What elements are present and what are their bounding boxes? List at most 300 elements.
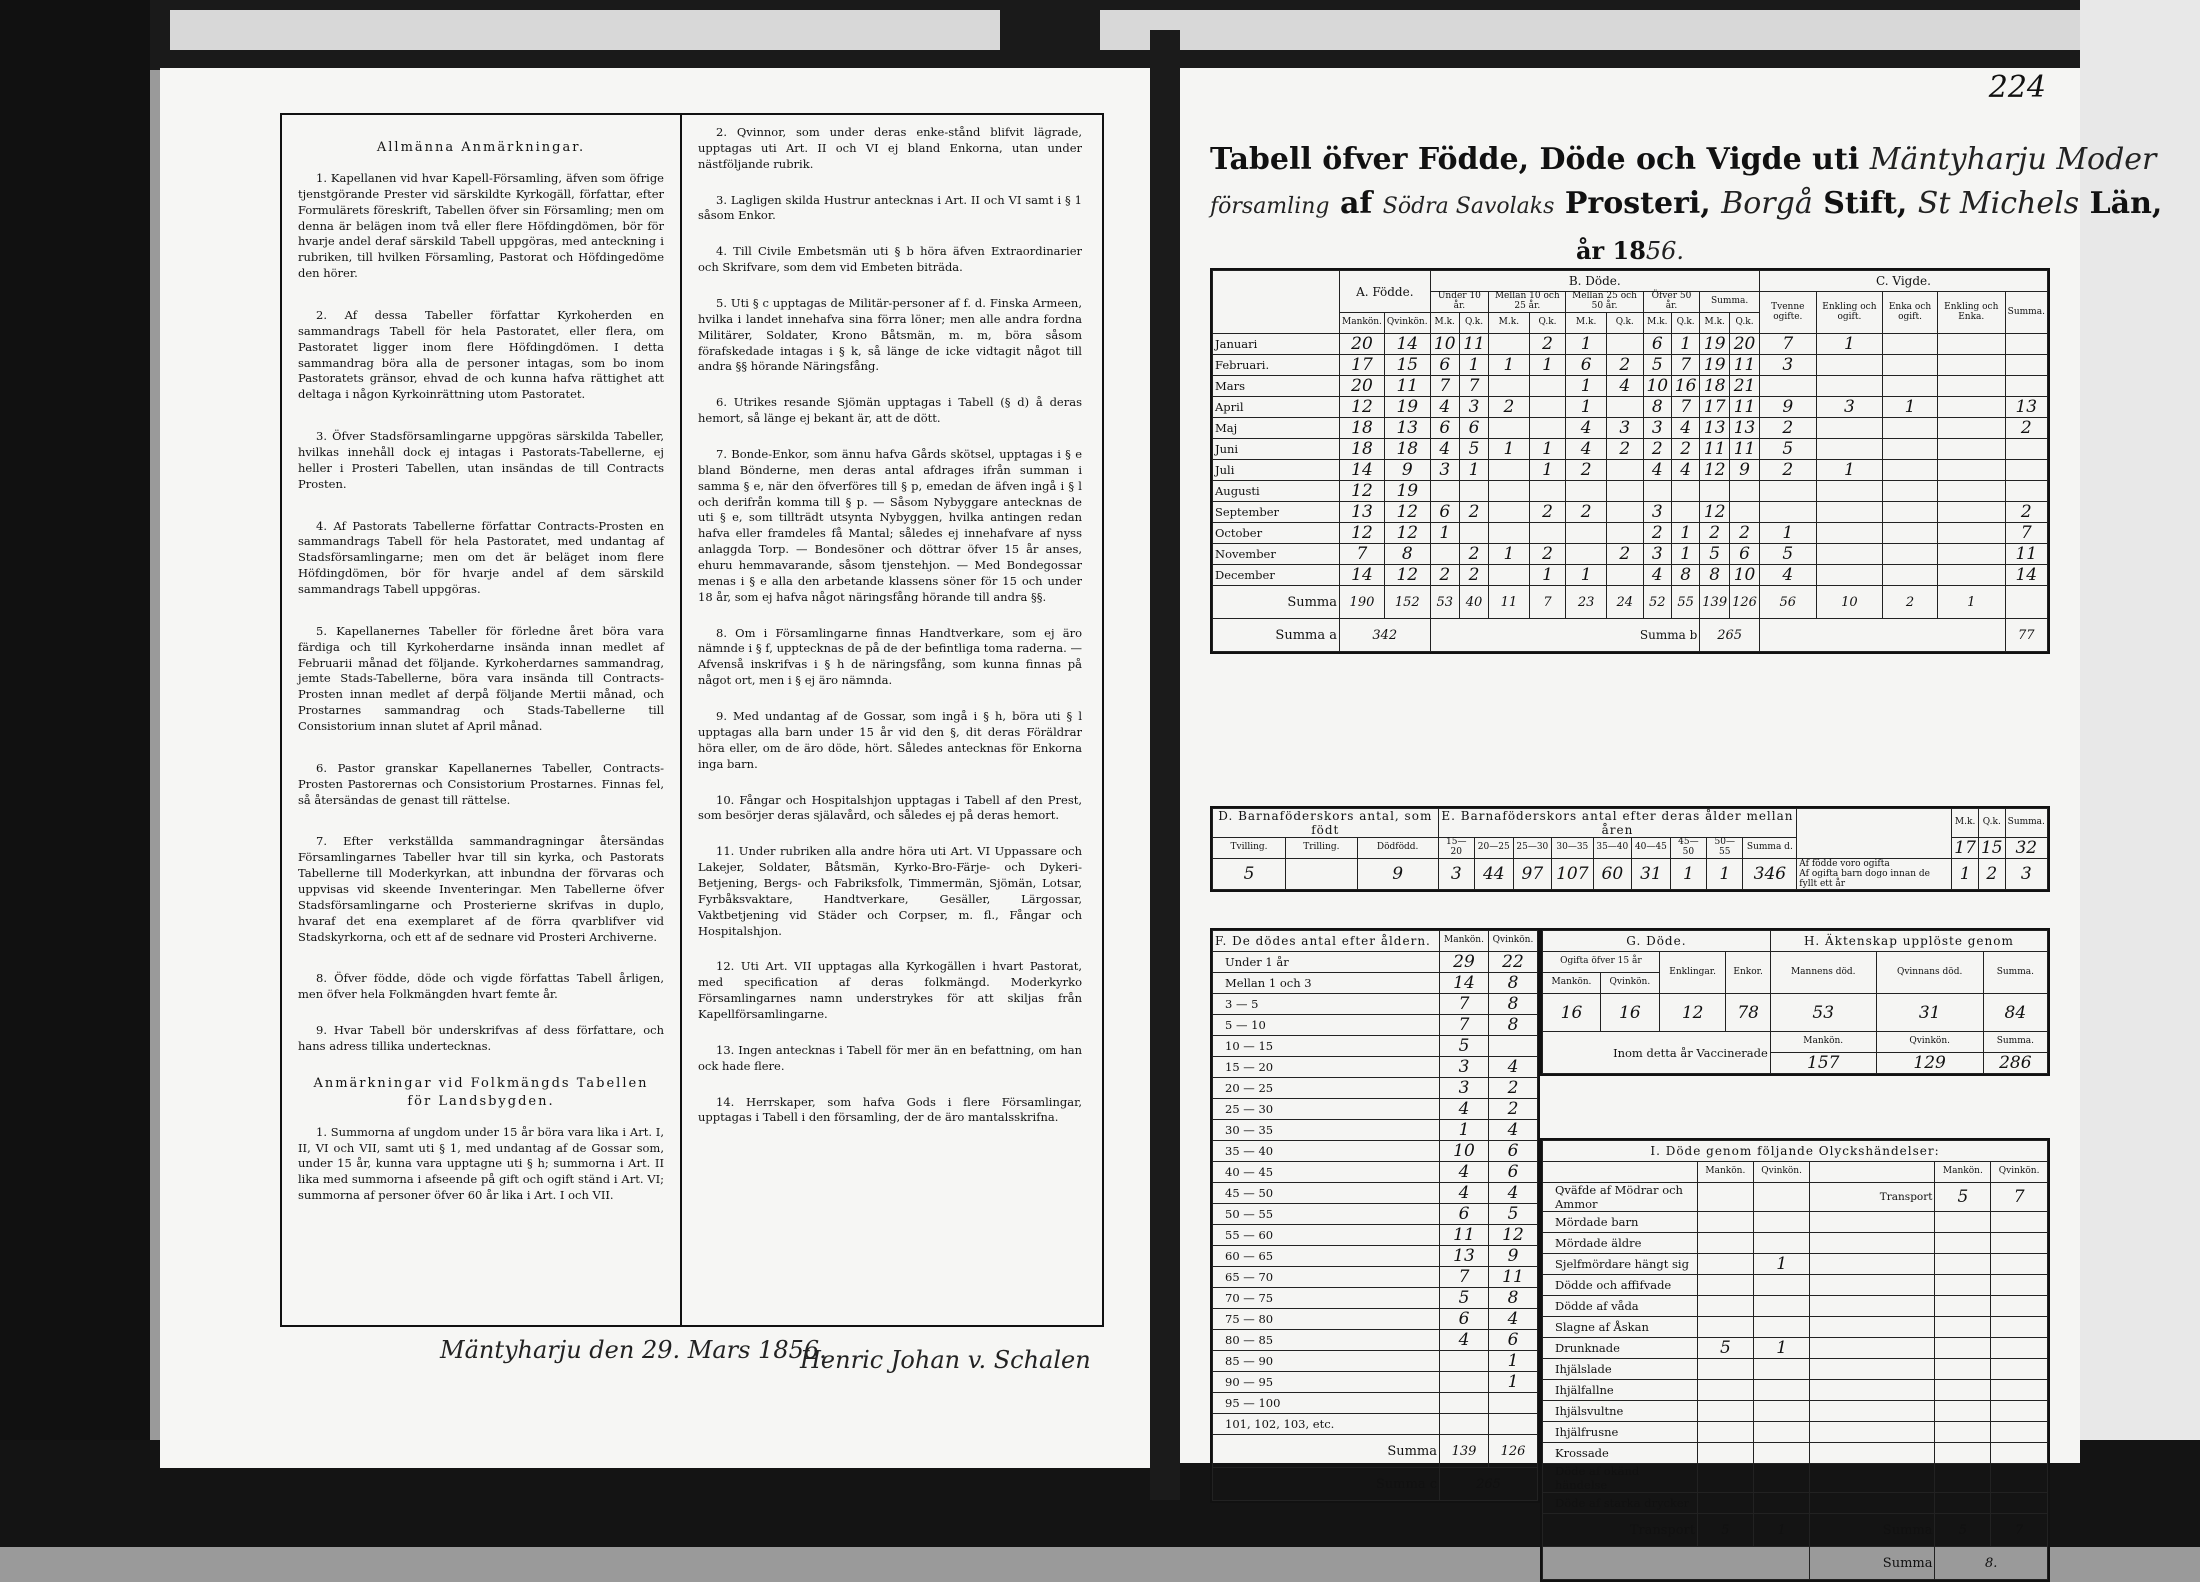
blank-cell [1991,1254,2048,1275]
cell [1753,1380,1810,1401]
remark: 6. Utrikes resande Sjömän upptagas i Tabell (§ d) å deras hemort, så länge ej bekant är, att de dött. [698,395,1082,426]
age-row [1213,1015,1538,1036]
cell: 17 [1340,355,1385,376]
cell: 8 [1489,1288,1538,1309]
header-deaths-age: Öfver 50 år. [1643,292,1700,313]
cell: 2 [1978,859,2005,890]
cell [1489,1036,1538,1057]
blank-cell [1810,1317,1935,1338]
cell [1883,523,1938,544]
header-female: Qvinkön. [1876,1032,1983,1053]
age-row [1213,1162,1538,1183]
accident-row [1543,1443,2048,1464]
cell [1816,376,1882,397]
cell [1730,481,1760,502]
cell: 14 [1440,973,1489,994]
cell: 6 [1430,418,1459,439]
accident-label: Sjelfmördare hängt sig [1543,1254,1698,1275]
cell [1700,481,1730,502]
cell [1489,334,1529,355]
cell: 1 [1529,355,1566,376]
remark: 8. Om i Församlingarne finnas Handtverkare, som ej äro nämnde i § f, upptecknas de på de der befintliga toma raderna. — Afvenså inskrifvas i § h de näringsfång, som kunna finnas på något ort, men i § ej äro nämnda. [698,625,1082,688]
accident-row [1543,1493,2048,1514]
cell: 7 [1671,397,1699,418]
header-marriage-type: Tvenne ogifte. [1759,292,1816,334]
cell: 1 [1707,859,1743,890]
cell: 1 [1459,355,1488,376]
cell [1698,1401,1754,1422]
cell: 4 [1671,418,1699,439]
cell: 11 [1440,1225,1489,1246]
summa-a-value: 342 [1340,619,1431,652]
blank-cell [1991,1380,2048,1401]
accident-row [1543,1296,2048,1317]
cell [1937,565,2005,586]
cell: 29 [1440,952,1489,973]
cell: 1 [1671,544,1699,565]
cell [1606,502,1643,523]
cell [1698,1464,1754,1493]
cell: 1 [1489,1372,1538,1393]
cell: 139 [1700,586,1730,619]
cell [1489,460,1529,481]
cell: 1 [1489,439,1529,460]
cell [1937,544,2005,565]
accident-row [1543,1275,2048,1296]
cell: 2 [1700,523,1730,544]
row1-label: Af födde voro ogifta [1799,859,1890,869]
cell: 1 [1670,859,1706,890]
cell: 1 [1489,544,1529,565]
summa-label: Summa [1213,586,1340,619]
age-row [1213,1267,1538,1288]
blank-cell [1759,619,2005,652]
cell [1759,481,1816,502]
cell: 3 [1459,397,1488,418]
summa-label: Summa [1810,1514,1935,1547]
cell: 4 [1606,376,1643,397]
age-label: 40 — 45 [1213,1162,1440,1183]
cell: 4 [1440,1099,1489,1120]
title-print: Län, [2089,186,2163,221]
accidents-table [1540,1138,2050,1582]
month-row [1213,523,2048,544]
header-age-range: 35—40 [1593,838,1632,859]
corner-cell [1213,271,1340,334]
remark: 2. Qvinnor, som under deras enke-stånd blifvit lägrade, upptagas uti Art. II och VI ej bland Enkorna, utan under nästföljande rubrik. [698,125,1082,171]
header-male: Mankön. [1770,1032,1876,1053]
cell: 14 [1340,460,1385,481]
section-f-title: F. De dödes antal efter åldern. [1213,931,1440,952]
remark: 5. Uti § c upptagas de Militär-personer af f. d. Finska Armeen, hvilka i landet innehafva sina förra löner; men alle andra fordna Militärer, Soldater, Krono Båtsmän, m. m, böra såsom förafskedade intagas i § k, så länge de icke vidtagit något till andra §§ hörande Näringsfång. [698,296,1082,374]
cell: 3 [1440,1057,1489,1078]
age-label: 70 — 75 [1213,1288,1440,1309]
cell: 19 [1384,481,1430,502]
cell: 126 [1489,1435,1538,1468]
cell [1459,523,1488,544]
cell: 2 [1489,1099,1538,1120]
cell: 346 [1743,859,1797,890]
month-label: April [1213,397,1340,418]
cell: 6 [1566,355,1606,376]
header-widowers: Enklingar. [1659,952,1726,994]
accident-label: Mördade äldre [1543,1233,1698,1254]
age-label: Mellan 1 och 3 [1213,973,1440,994]
summa-c-row [1213,1468,1538,1501]
summa-c-value: 265 [1440,1468,1538,1501]
cell [1698,1233,1754,1254]
cell [1883,334,1938,355]
cell: 2 [1643,439,1671,460]
blank-cell [1935,1443,1991,1464]
remark: 4. Till Civile Embetsmän uti § b höra äfven Extraordinarier och Skrifvare, som dem vid Embeten biträda. [698,244,1082,275]
blank-cell [1935,1422,1991,1443]
month-rows [1213,334,2048,586]
cell: 16 [1600,994,1659,1032]
cell: 2 [1529,334,1566,355]
accident-label: Döde af okänd händelse [1543,1464,1698,1493]
month-label: Mars [1213,376,1340,397]
blank-cell [1810,1275,1935,1296]
cell [1753,1275,1810,1296]
cell: 1 [1430,523,1459,544]
blank-cell [1991,1317,2048,1338]
month-label: December [1213,565,1340,586]
remark: 1. Kapellanen vid hvar Kapell-Församling, äfven som öfrige tjenstgörande Prester vid särskildte Kyrkogäll, författar, efter Formulärets föreskrift, Tabellen öfver sin Församling; men om denna är belägen inom två eller flere Höfdingdömen, bör för hvarje andel deraf särskild Tabell uppgöras, med anteckning i rubriken, till hvilken Församling, Pastorat och Höfdingedöme den hörer. [298,170,664,281]
cell [1759,502,1816,523]
cell: 8 [1489,994,1538,1015]
cell: 1 [1759,523,1816,544]
cell: 6 [1440,1204,1489,1225]
blank-cell [1991,1359,2048,1380]
cell: 4 [1440,1183,1489,1204]
cell [1937,334,2005,355]
cell [1816,544,1882,565]
header-male: Mankön. [1543,973,1601,994]
cell: 11 [1384,376,1430,397]
cell [1937,481,2005,502]
age-row [1213,1246,1538,1267]
cell: 5 [1698,1514,1754,1547]
cell: 5 [1698,1338,1754,1359]
age-label: 25 — 30 [1213,1099,1440,1120]
cell [1529,481,1566,502]
age-row [1213,1309,1538,1330]
cell: 2 [1606,544,1643,565]
header-births: A. Födde. [1340,271,1431,313]
blank-cell [1543,1547,1810,1580]
month-label: October [1213,523,1340,544]
title-line-2 [1210,182,2163,229]
header-female: Q.k. [1978,809,2005,838]
cell: 10 [1816,586,1882,619]
cell: 7 [1440,1267,1489,1288]
blank-cell [1810,1401,1935,1422]
header-sum: Summa. [2005,809,2047,838]
summa-label: Summa [1213,1435,1440,1468]
month-row [1213,418,2048,439]
cell: 2 [1566,502,1606,523]
month-label: Januari [1213,334,1340,355]
header-sum: Summa. [1983,952,2047,994]
cell: 12 [1700,502,1730,523]
blank-cell [1935,1380,1991,1401]
age-label: 10 — 15 [1213,1036,1440,1057]
province-handwritten: St Michels [1917,186,2080,221]
age-row [1213,1078,1538,1099]
cell: 139 [1440,1435,1489,1468]
cell: 5 [1935,1183,1991,1212]
cell: 4 [1759,565,1816,586]
header-deaths-age: Mellan 10 och 25 år. [1489,292,1566,313]
title-line-1 [1210,138,2157,182]
cell: 9 [1489,1246,1538,1267]
cell: 2 [1529,544,1566,565]
cell [1937,460,2005,481]
remark: 13. Ingen antecknas i Tabell för mer än en befattning, om han ock hade flere. [698,1042,1082,1073]
cell: 11 [1459,334,1488,355]
accident-label: Mördade barn [1543,1212,1698,1233]
header-age-range: 30—35 [1552,838,1593,859]
cell [1489,481,1529,502]
blank-cell [1810,1422,1935,1443]
age-label: 55 — 60 [1213,1225,1440,1246]
cell [1643,481,1671,502]
age-row [1213,1099,1538,1120]
cell: 24 [1606,586,1643,619]
month-row [1213,334,2048,355]
cell: 9 [1357,859,1438,890]
cell [1671,481,1699,502]
cell [1753,1317,1810,1338]
blank-cell [1810,1254,1935,1275]
cell: 6 [1440,1309,1489,1330]
age-label: 3 — 5 [1213,994,1440,1015]
cell: 12 [1384,523,1430,544]
cell [1759,376,1816,397]
cell: 6 [1430,502,1459,523]
cell: 13 [2005,397,2047,418]
cell: 9 [1759,397,1816,418]
cell [2005,460,2047,481]
blank-cell [1543,1162,1698,1183]
cell: 1 [1952,859,1979,890]
cell: 19 [1384,397,1430,418]
remark: 7. Bonde-Enkor, som ännu hafva Gårds skötsel, upptagas i § e bland Bönderne, men deras antal afdrages ifrån summan i samma § e, när den öfverföres till § p, emedan de äfven ingå i § l och derifrån komma till § p. — Såsom Nybyggare antecknas de uti § e, som tillträdt utsynta Nybyggen, hvilka antingen redan hafva eller framdeles få Mantal; således ej innehafvare af nyss anlaggda Torp. — Bondesöner och döttrar öfver 15 år anses, ehuru hemmavarande, såsom tjenstehjon. — Med Bondegossar menas i § e alla den arbetande klassens söner för 15 och under 18 år, som ej hafva något näringsfång hörande till andra §§. [698,447,1082,604]
header-sum: Summa. [1983,1032,2047,1053]
cell: 31 [1876,994,1983,1032]
cell [1489,565,1529,586]
cell [1489,418,1529,439]
cell: 1 [1566,397,1606,418]
cell: 1 [1816,334,1882,355]
blank-cell [1991,1443,2048,1464]
cell [1753,1493,1810,1514]
accident-label: Ihjälsvultne [1543,1401,1698,1422]
cell: 53 [1430,586,1459,619]
cell: 21 [1730,376,1760,397]
section-g-title: G. Döde. [1543,931,1771,952]
cell: 7 [1340,544,1385,565]
cell [1529,418,1566,439]
header-marriage-sum: Summa. [2005,292,2047,334]
blank-cell [1935,1359,1991,1380]
cell: 3 [1759,355,1816,376]
cell: 11 [1700,439,1730,460]
blank-cell [1991,1493,2048,1514]
instructions-column-2 [682,115,1098,1325]
remark: 10. Fångar och Hospitalshjon upptagas i Tabell af den Prest, som besörjer deras själavård, och således ej på deras hemort. [698,792,1082,823]
cell [1753,1183,1810,1212]
cell: 2 [1459,502,1488,523]
header-male: Mankön. [1440,931,1489,952]
cell: 2 [1489,1078,1538,1099]
title-print: af [1339,186,1373,221]
cell: 5 [1459,439,1488,460]
accident-label: Dödde af våda [1543,1296,1698,1317]
remark: 12. Uti Art. VII upptagas alla Kyrkogällen i hvart Pastorat, med specification af deras folkmängd. Moderkyrko Församlingarnes namn understrykes för att skiljas från Kapellförsamlingarne. [698,959,1082,1021]
cell: 3 [1606,418,1643,439]
accident-row [1543,1254,2048,1275]
cell: 13 [1384,418,1430,439]
page-number: 224 [1988,70,2046,105]
cell: 3 [1430,460,1459,481]
age-label: 90 — 95 [1213,1372,1440,1393]
header-marriage-type: Enka och ogift. [1883,292,1938,334]
age-row [1213,1204,1538,1225]
cell: 7 [1991,1514,2048,1547]
accident-row [1543,1422,2048,1443]
cell: 78 [1726,994,1770,1032]
cell: 97 [1513,859,1552,890]
cell: 152 [1384,586,1430,619]
cell: 7 [2005,523,2047,544]
blank-cell [1797,809,1952,859]
accident-label: Drunknade [1543,1338,1698,1359]
header-female: Qvinkön. [1489,931,1538,952]
age-row [1213,1183,1538,1204]
month-row [1213,460,2048,481]
cell [1753,1233,1810,1254]
month-label: Maj [1213,418,1340,439]
age-label: 5 — 10 [1213,1015,1440,1036]
cell [1606,565,1643,586]
header-female: Qvinkön. [1384,313,1430,334]
cell: 3 [1438,859,1474,890]
summa2-row [1543,1547,2048,1580]
cell: 2 [2005,418,2047,439]
cell [1698,1317,1754,1338]
cell: 11 [1730,355,1760,376]
age-row [1213,1225,1538,1246]
vigde-total: 77 [2005,619,2047,652]
age-label: 15 — 20 [1213,1057,1440,1078]
header-female: Qvinkön. [1600,973,1659,994]
cell: 8 [1384,544,1430,565]
diocese-handwritten: Borgå [1721,186,1813,221]
header-male: Mankön. [1935,1162,1991,1183]
blank-cell [1935,1493,1991,1514]
cell: 44 [1474,859,1513,890]
cell: 1 [1459,460,1488,481]
cell [1698,1275,1754,1296]
cell: 23 [1566,586,1606,619]
age-rows [1213,952,1538,1435]
cell [1816,355,1882,376]
cell [1440,1393,1489,1414]
header-female: Q.k. [1671,313,1699,334]
vaccinated-label: Inom detta år Vaccinerade [1543,1032,1771,1074]
month-label: Augusti [1213,481,1340,502]
summa-b-label: Summa b [1430,619,1700,652]
age-label: 45 — 50 [1213,1183,1440,1204]
blank-cell [1991,1464,2048,1493]
cell [1753,1212,1810,1233]
table-title [1210,138,2163,273]
cell: 4 [1671,460,1699,481]
cell: 19 [1700,355,1730,376]
header-male: Mankön. [1698,1162,1754,1183]
header-twins: Tvilling. [1213,838,1286,859]
blank-cell [1935,1254,1991,1275]
header-female: Q.k. [1459,313,1488,334]
cell: 3 [1643,544,1671,565]
cell: 107 [1552,859,1593,890]
deaths-by-age-table [1210,928,1540,1503]
cell: 2 [1883,586,1938,619]
remark: 4. Af Pastorats Tabellerne författar Contracts-Prosten en sammandrags Tabell för hela Pastoratet, med undantag af Stadsförsamlingarne; men om det är beläget inom flere Höfdingdömen, bör för hvarje andel af dem särskild sammandrags Tabell uppgöras. [298,518,664,596]
cell [1816,523,1882,544]
accident-label: Ihjälfrusne [1543,1422,1698,1443]
cell [1753,1422,1810,1443]
paper-strip [1100,10,2080,50]
cell: 4 [1566,439,1606,460]
header-age-range: 20—25 [1474,838,1513,859]
cell [1698,1422,1754,1443]
cell [1529,376,1566,397]
cell: 18 [1700,376,1730,397]
cell [1883,460,1938,481]
cell: 3 [1643,418,1671,439]
age-row [1213,1036,1538,1057]
cell: 2 [1759,460,1816,481]
header-age-range: 15—20 [1438,838,1474,859]
cell: 10 [1440,1141,1489,1162]
age-label: Under 1 år [1213,952,1440,973]
cell [1459,481,1488,502]
remark: 9. Med undantag af de Gossar, som ingå i § h, böra uti § l upptagas alla barn under 15 år vid den §, dit deras Föräldrar höra eller, om de äro döde, hört. Således antecknas för Enkorna inga barn. [698,709,1082,771]
header-female: Q.k. [1529,313,1566,334]
blank-cell [1935,1233,1991,1254]
accident-row [1543,1212,2048,1233]
header-marriage-type: Enkling och Enka. [1937,292,2005,334]
age-row [1213,1351,1538,1372]
header-widows: Enkor. [1726,952,1770,994]
scan-border-right [2080,0,2200,1547]
age-row [1213,1141,1538,1162]
deanery-handwritten: Södra Savolaks [1382,194,1555,219]
cell: 31 [1632,859,1671,890]
cell [1440,1372,1489,1393]
blank-cell [1991,1338,2048,1359]
cell: 3 [1816,397,1882,418]
header-marriages: C. Vigde. [1759,271,2047,292]
cell [1937,439,2005,460]
signature-place-date: Mäntyharju den 29. Mars 1856. [440,1336,827,1364]
cell: 2 [1671,439,1699,460]
cell [1430,544,1459,565]
cell [1606,460,1643,481]
